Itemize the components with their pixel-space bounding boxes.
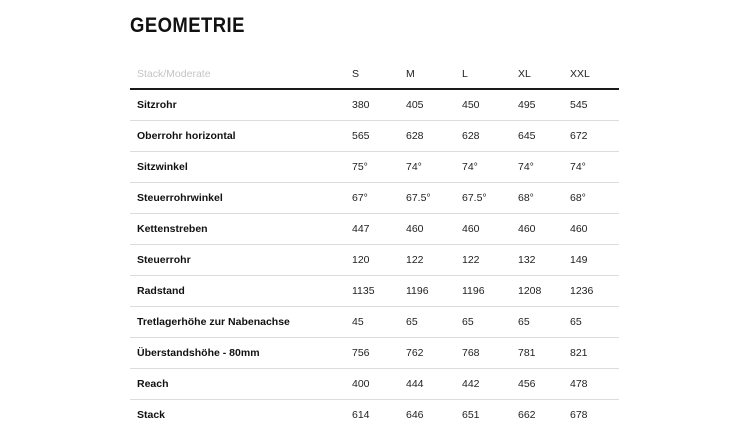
row-label: Überstandshöhe - 80mm (130, 338, 345, 369)
table-cell: 74° (399, 152, 455, 183)
table-cell: 628 (399, 121, 455, 152)
table-cell: 75° (345, 152, 399, 183)
table-cell: 495 (511, 89, 563, 121)
table-cell: 67° (345, 183, 399, 214)
table-cell: 122 (455, 245, 511, 276)
table-cell: 149 (563, 245, 619, 276)
row-label: Radstand (130, 276, 345, 307)
table-cell: 380 (345, 89, 399, 121)
table-cell: 545 (563, 89, 619, 121)
table-cell: 768 (455, 338, 511, 369)
row-label: Stack (130, 400, 345, 430)
table-cell: 122 (399, 245, 455, 276)
table-cell: 65 (511, 307, 563, 338)
table-cell: 65 (455, 307, 511, 338)
table-cell: 444 (399, 369, 455, 400)
table-row (130, 89, 619, 121)
table-cell: 405 (399, 89, 455, 121)
row-label: Kettenstreben (130, 214, 345, 245)
table-cell: 400 (345, 369, 399, 400)
table-cell: 456 (511, 369, 563, 400)
table-cell: 450 (455, 89, 511, 121)
table-row (130, 121, 619, 152)
table-cell: 447 (345, 214, 399, 245)
geometry-table (130, 59, 619, 430)
table-cell: 762 (399, 338, 455, 369)
table-cell: 645 (511, 121, 563, 152)
table-cell: 1196 (399, 276, 455, 307)
table-cell: 460 (511, 214, 563, 245)
size-header-s: S (345, 59, 399, 89)
table-cell: 781 (511, 338, 563, 369)
table-cell: 614 (345, 400, 399, 430)
table-cell: 460 (563, 214, 619, 245)
table-cell: 672 (563, 121, 619, 152)
table-cell: 45 (345, 307, 399, 338)
table-cell: 68° (563, 183, 619, 214)
table-row (130, 183, 619, 214)
table-header-row (130, 59, 619, 89)
table-cell: 65 (399, 307, 455, 338)
table-cell: 74° (455, 152, 511, 183)
table-header-label: Stack/Moderate (130, 59, 345, 89)
row-label: Sitzrohr (130, 89, 345, 121)
table-cell: 565 (345, 121, 399, 152)
table-cell: 74° (563, 152, 619, 183)
table-cell: 1236 (563, 276, 619, 307)
page-title: GEOMETRIE (130, 14, 245, 38)
row-label: Reach (130, 369, 345, 400)
table-cell: 628 (455, 121, 511, 152)
table-cell: 651 (455, 400, 511, 430)
row-label: Steuerrohr (130, 245, 345, 276)
table-cell: 67.5° (399, 183, 455, 214)
table-row (130, 245, 619, 276)
table-cell: 460 (399, 214, 455, 245)
table-row (130, 152, 619, 183)
table-cell: 68° (511, 183, 563, 214)
size-header-xl: XL (511, 59, 563, 89)
row-label: Steuerrohrwinkel (130, 183, 345, 214)
table-cell: 1208 (511, 276, 563, 307)
table-row (130, 307, 619, 338)
table-cell: 662 (511, 400, 563, 430)
table-cell: 678 (563, 400, 619, 430)
table-cell: 1196 (455, 276, 511, 307)
table-cell: 132 (511, 245, 563, 276)
table-cell: 67.5° (455, 183, 511, 214)
row-label: Sitzwinkel (130, 152, 345, 183)
table-cell: 74° (511, 152, 563, 183)
table-row (130, 276, 619, 307)
table-row (130, 338, 619, 369)
table-cell: 646 (399, 400, 455, 430)
size-header-m: M (399, 59, 455, 89)
table-cell: 120 (345, 245, 399, 276)
table-cell: 821 (563, 338, 619, 369)
table-cell: 1135 (345, 276, 399, 307)
table-cell: 65 (563, 307, 619, 338)
table-cell: 756 (345, 338, 399, 369)
table-row (130, 214, 619, 245)
size-header-xxl: XXL (563, 59, 619, 89)
row-label: Oberrohr horizontal (130, 121, 345, 152)
table-cell: 478 (563, 369, 619, 400)
table-cell: 442 (455, 369, 511, 400)
table-row (130, 369, 619, 400)
table-cell: 460 (455, 214, 511, 245)
size-header-l: L (455, 59, 511, 89)
table-row (130, 400, 619, 430)
row-label: Tretlagerhöhe zur Nabenachse (130, 307, 345, 338)
